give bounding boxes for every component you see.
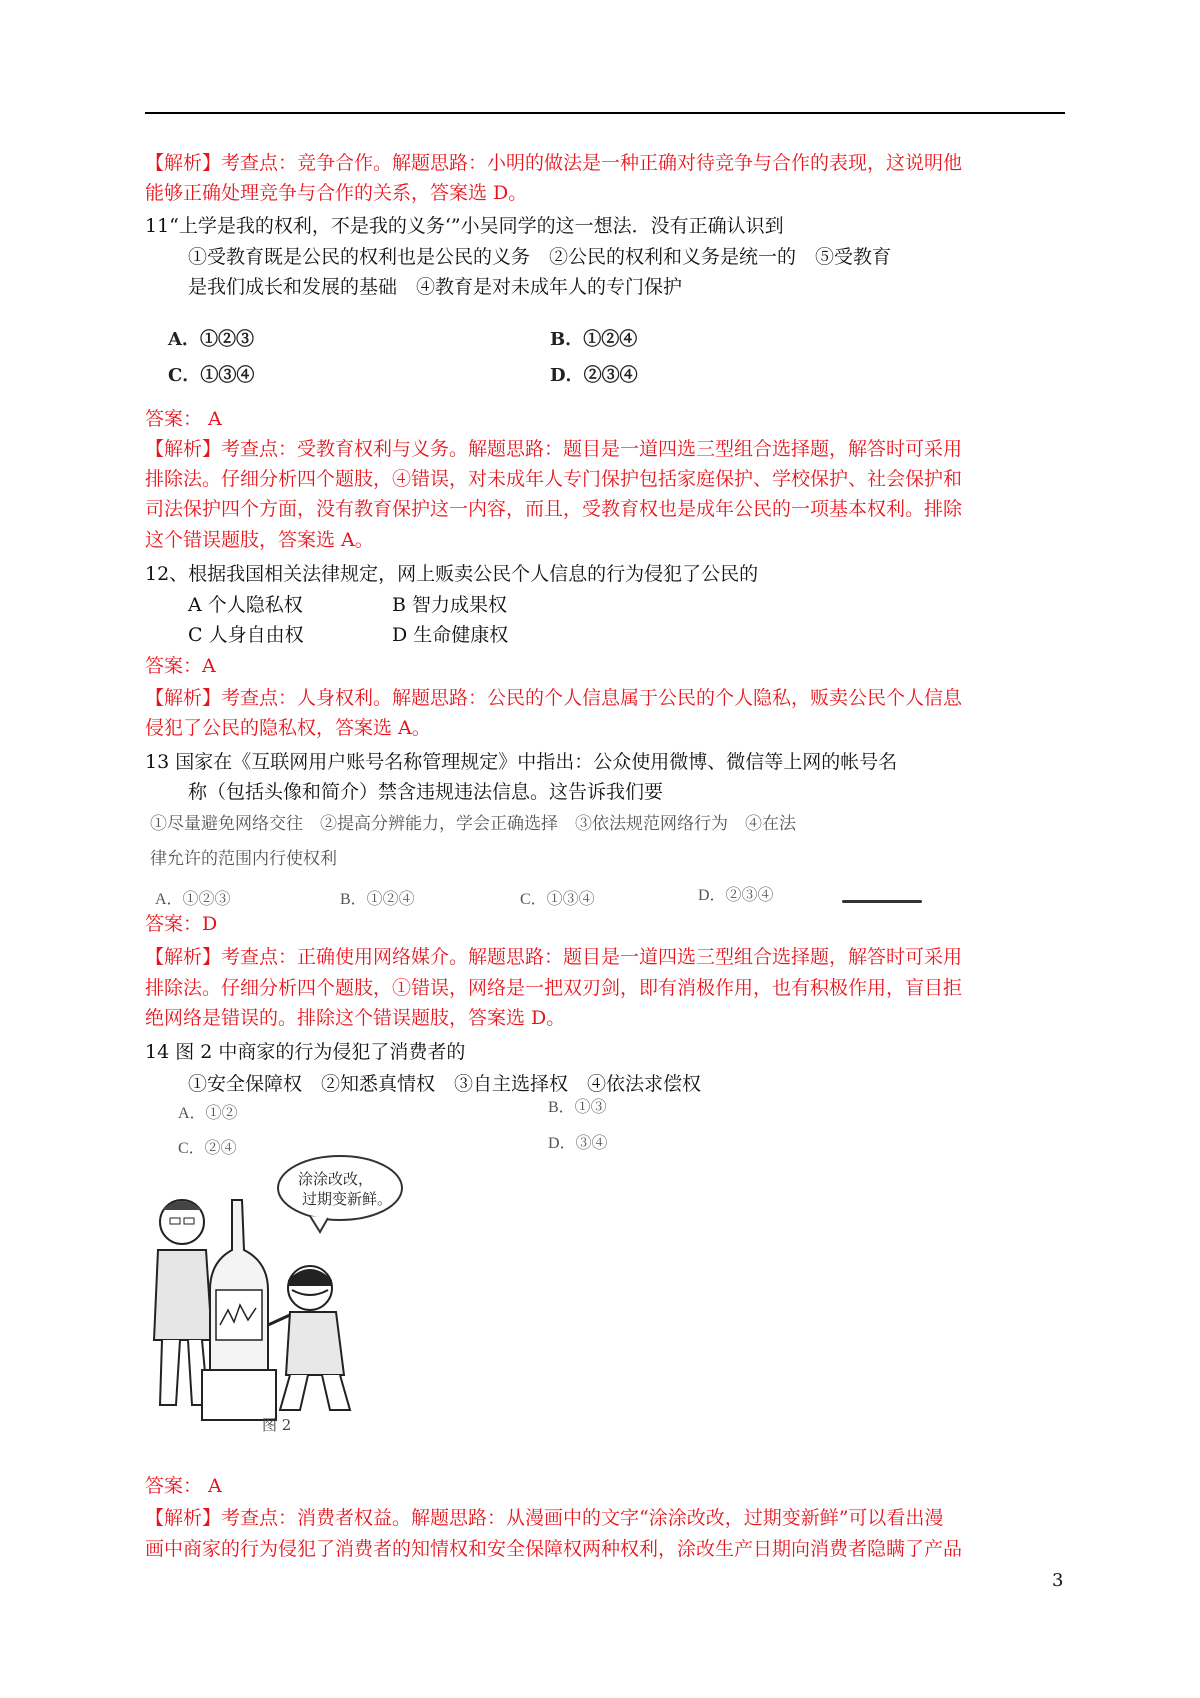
man-body (154, 1250, 212, 1340)
q14-explanation-1: 【解析】考查点：消费者权益。解题思路：从漫画中的文字“涂涂改改，过期变新鲜”可以看出漫 (145, 1507, 944, 1529)
q14-option-d: D．③④ (548, 1135, 608, 1152)
q12-explanation-1: 【解析】考查点：人身权利。解题思路：公民的个人信息属于公民的个人隐私，贩卖公民个人信息 (145, 687, 963, 709)
q11-option-c: C．①③④ (168, 365, 255, 386)
q14-explanation-2: 画中商家的行为侵犯了消费者的知情权和安全保障权两种权利，涂改生产日期向消费者隐瞒了产品 (145, 1538, 963, 1560)
q11-stem: 11“上学是我的权利，不是我的义务‘”小吴同学的这一想法．没有正确认识到 (145, 215, 784, 237)
speech-bubble (278, 1156, 402, 1220)
q12-explanation-2: 侵犯了公民的隐私权，答案选 A。 (145, 717, 431, 739)
q12-option-d: D 生命健康权 (392, 624, 509, 646)
q11-option-a: A．①②③ (168, 329, 254, 350)
figure-caption: 图 2 (262, 1416, 292, 1434)
bottle (210, 1200, 268, 1370)
q11-option-d: D．②③④ (550, 365, 638, 386)
explanation-prev-line-1: 【解析】考查点：竞争合作。解题思路：小明的做法是一种正确对待竞争与合作的表现，这说明他 (145, 152, 963, 174)
q13-stem-2: 称（包括头像和简介）禁含违规违法信息。这告诉我们要 (188, 781, 664, 803)
q12-option-b: B 智力成果权 (392, 594, 508, 616)
vendor-body (286, 1312, 344, 1375)
speech-bubble-line-1: 涂涂改改， (298, 1170, 374, 1188)
cartoon-illustration (140, 1140, 440, 1430)
speech-bubble-line-2: 过期变新鲜。 (302, 1190, 393, 1208)
q14-option-c: C．②④ (178, 1140, 237, 1157)
q11-item-line-1: ①受教育既是公民的权利也是公民的义务 ②公民的权利和义务是统一的 ⑤受教育 (188, 246, 892, 268)
q13-answer: 答案：D (145, 913, 218, 935)
q11-answer: 答案： A (145, 408, 222, 430)
q13-explanation-3: 绝网络是错误的。排除这个错误题肢，答案选 D。 (145, 1007, 566, 1029)
q11-explanation-1: 【解析】考查点：受教育权利与义务。解题思路：题目是一道四选三型组合选择题，解答时可采用 (145, 438, 963, 460)
scan-mark (842, 900, 922, 903)
q11-explanation-3: 司法保护四个方面，没有教育保护这一内容，而且，受教育权也是成年公民的一项基本权利。排除 (145, 498, 963, 520)
header-rule (145, 112, 1065, 114)
q14-items: ①安全保障权 ②知悉真情权 ③自主选择权 ④依法求偿权 (188, 1073, 702, 1095)
q13-explanation-1: 【解析】考查点：正确使用网络媒介。解题思路：题目是一道四选三型组合选择题，解答时可采用 (145, 946, 963, 968)
q13-item-line-1: ①尽量避免网络交往 ②提高分辨能力，学会正确选择 ③依法规范网络行为 ④在法 (150, 814, 796, 833)
q12-stem: 12、根据我国相关法律规定，网上贩卖公民个人信息的行为侵犯了公民的 (145, 563, 759, 585)
q11-explanation-4: 这个错误题肢，答案选 A。 (145, 529, 374, 551)
q13-item-line-2: 律允许的范围内行使权利 (150, 849, 337, 868)
q13-stem-1: 13 国家在《互联网用户账号名称管理规定》中指出：公众使用微博、微信等上网的帐号名 (145, 751, 898, 773)
q14-answer: 答案： A (145, 1475, 222, 1497)
q14-option-b: B．①③ (548, 1099, 607, 1116)
q11-explanation-2: 排除法。仔细分析四个题肢，④错误，对未成年人专门保护包括家庭保护、学校保护、社会保护和 (145, 468, 963, 490)
q13-option-b: B．①②④ (340, 891, 415, 908)
explanation-prev-line-2: 能够正确处理竞争与合作的关系，答案选 D。 (145, 182, 528, 204)
q12-option-c: C 人身自由权 (188, 624, 304, 646)
q11-option-b: B．①②④ (550, 329, 638, 350)
q11-item-line-2: 是我们成长和发展的基础 ④教育是对未成年人的专门保护 (188, 276, 683, 298)
q13-option-c: C．①③④ (520, 891, 595, 908)
page-number: 3 (1052, 1570, 1064, 1591)
q13-option-d: D．②③④ (698, 887, 774, 904)
q12-answer: 答案：A (145, 655, 216, 677)
q14-option-a: A．①② (178, 1105, 238, 1122)
q12-option-a: A 个人隐私权 (188, 594, 303, 616)
q13-option-a: A．①②③ (155, 891, 231, 908)
q13-explanation-2: 排除法。仔细分析四个题肢，①错误，网络是一把双刃剑，即有消极作用，也有积极作用，盲目拒 (145, 977, 963, 999)
q14-stem: 14 图 2 中商家的行为侵犯了消费者的 (145, 1041, 466, 1063)
